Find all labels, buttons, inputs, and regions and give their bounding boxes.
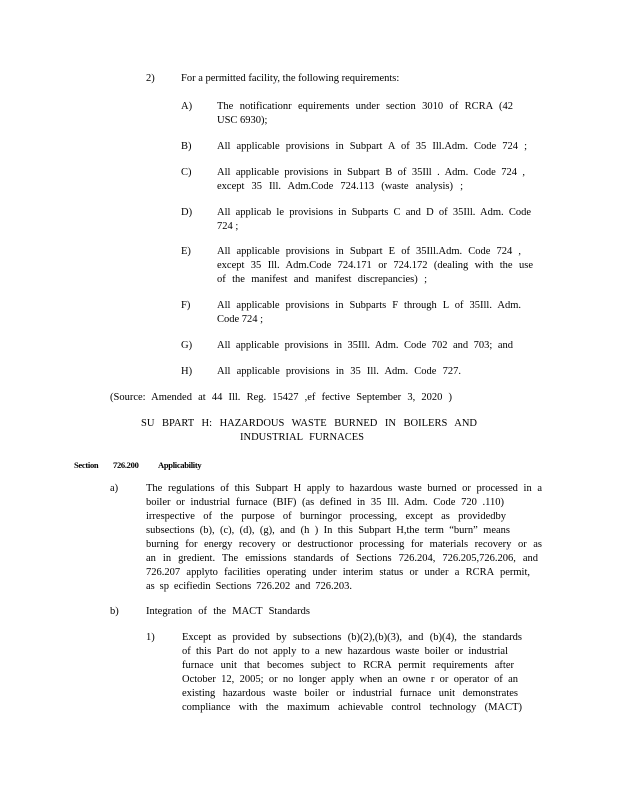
para-b-label: b)	[110, 606, 119, 617]
subitem-f-line: Code 724 ;	[217, 314, 264, 325]
subitem-g-text	[217, 339, 513, 353]
para-b-title-text: Integration of the MACT Standards	[146, 606, 310, 617]
subitem-b-line: All applicable provisions in Subpart A of 35 Ill.Adm. Code 724 ;	[217, 141, 527, 152]
subitem-e-line: except 35 Ill. Adm.Code 724.171 or 724.172 (dealing with the use	[217, 260, 533, 271]
source-note	[110, 391, 452, 405]
para-a-line: burning for energy recovery or destructionor processing for materials recovery or as	[146, 539, 542, 550]
subitem-a-label: A)	[181, 101, 193, 112]
para-a-line: boiler or industrial furnace (BIF) (as defined in 35 Ill. Adm. Code 720 .110)	[146, 497, 504, 508]
subpart-heading-line1: SU BPART H: HAZARDOUS WASTE BURNED IN BOILERS AND	[141, 418, 477, 429]
para-a-line: irrespective of the purpose of burningor processing, except as providedby	[146, 511, 506, 522]
subitem-e-text	[217, 245, 533, 287]
item-2-text: For a permitted facility, the following requirements:	[181, 73, 400, 84]
para-b1-line: Except as provided by subsections (b)(2),(b)(3), and (b)(4), the standards	[182, 632, 522, 643]
para-b1-line: existing hazardous waste boiler or industrial furnace unit demonstrates	[182, 688, 518, 699]
subitem-c-line: All applicable provisions in Subpart B of 35Ill . Adm. Code 724 ,	[217, 167, 525, 178]
subitem-e-line: All applicable provisions in Subpart E of 35Ill.Adm. Code 724 ,	[217, 246, 521, 257]
para-b1-label: 1)	[146, 632, 155, 643]
subitem-b-text	[217, 140, 527, 154]
subitem-d-label: D)	[181, 207, 193, 218]
item-2-label: 2)	[146, 73, 155, 84]
subpart-heading-line2: INDUSTRIAL FURNACES	[240, 432, 364, 443]
section-number: 726.200	[113, 460, 139, 470]
subpart-heading	[141, 417, 477, 431]
para-b1-text	[182, 631, 522, 715]
para-b1-line: October 12, 2005; or no longer apply when an owne r or operator of an	[182, 674, 518, 685]
subpart-heading-2	[240, 431, 364, 445]
subitem-c-line: except 35 Ill. Adm.Code 724.113 (waste analysis) ;	[217, 181, 463, 192]
para-a-line: subsections (b), (c), (d), (g), and (h ) In this Subpart H,the term “burn” means	[146, 525, 510, 536]
subitem-f-label: F)	[181, 300, 191, 311]
section-title: Applicability	[158, 460, 202, 470]
subitem-a-text	[217, 100, 513, 128]
subitem-h-line: All applicable provisions in 35 Ill. Adm. Code 727.	[217, 366, 461, 377]
para-a-text	[146, 482, 542, 594]
para-a-line: 726.207 applyto facilities operating under interim status or under a RCRA permit,	[146, 567, 530, 578]
subitem-f-line: All applicable provisions in Subparts F through L of 35Ill. Adm.	[217, 300, 521, 311]
subitem-h-text	[217, 365, 461, 379]
subitem-d-line: All applicab le provisions in Subparts C and D of 35Ill. Adm. Code	[217, 207, 531, 218]
para-b1-line: furnace unit that becomes subject to RCRA permit requirements after	[182, 660, 514, 671]
para-b-title	[146, 605, 310, 619]
para-b1-line: of this Part do not apply to a new hazardous waste boiler or industrial	[182, 646, 508, 657]
subitem-g-label: G)	[181, 340, 193, 351]
subitem-f-text	[217, 299, 521, 327]
subitem-d-line: 724 ;	[217, 221, 239, 232]
subitem-c-text	[217, 166, 525, 194]
subitem-c-label: C)	[181, 167, 192, 178]
subitem-d-text	[217, 206, 531, 234]
subitem-b-label: B)	[181, 141, 192, 152]
subitem-h-label: H)	[181, 366, 193, 377]
para-a-line: The regulations of this Subpart H apply to hazardous waste burned or processed in a	[146, 483, 542, 494]
subitem-a-line: The notificationr equirements under section 3010 of RCRA (42	[217, 101, 513, 112]
section-label: Section	[74, 460, 99, 470]
subitem-a-line: USC 6930);	[217, 115, 268, 126]
para-a-line: an in gredient. The emissions standards of Sections 726.204, 726.205,726.206, and	[146, 553, 538, 564]
subitem-g-line: All applicable provisions in 35Ill. Adm. Code 702 and 703; and	[217, 340, 513, 351]
para-b1-line: compliance with the maximum achievable control technology (MACT)	[182, 702, 522, 713]
subitem-e-label: E)	[181, 246, 191, 257]
para-a-label: a)	[110, 483, 119, 494]
subitem-e-line: of the manifest and manifest discrepancies) ;	[217, 274, 427, 285]
source-note-text: (Source: Amended at 44 Ill. Reg. 15427 ,ef fective September 3, 2020 )	[110, 392, 452, 403]
para-a-line: as sp ecifiedin Sections 726.202 and 726.203.	[146, 581, 352, 592]
